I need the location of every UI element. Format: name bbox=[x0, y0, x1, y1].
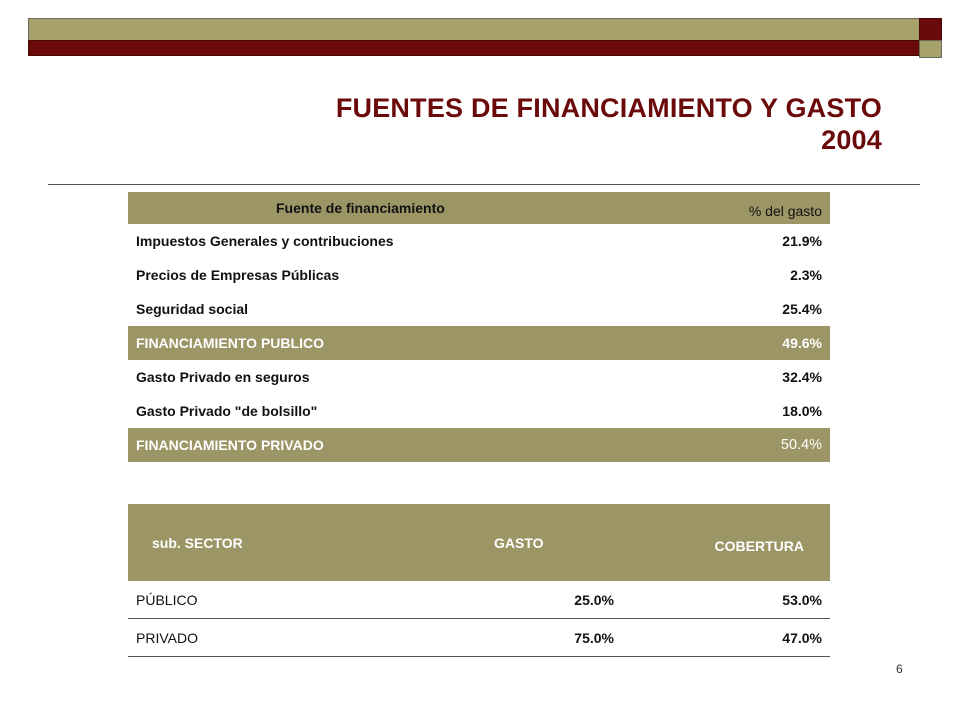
corner-maroon-block bbox=[919, 18, 942, 42]
private-total-label: FINANCIAMIENTO PRIVADO bbox=[128, 428, 679, 462]
row-label: Gasto Privado en seguros bbox=[128, 360, 679, 394]
page-number: 6 bbox=[896, 662, 903, 676]
corner-olive-block bbox=[919, 40, 942, 58]
slide-title bbox=[182, 92, 882, 156]
sector-gasto: 75.0% bbox=[352, 619, 622, 657]
table-row bbox=[128, 292, 830, 326]
table-row bbox=[128, 224, 830, 258]
table-row bbox=[128, 619, 830, 657]
public-total-row bbox=[128, 326, 830, 360]
top-maroon-bar bbox=[28, 40, 920, 56]
sector-cobertura: 47.0% bbox=[622, 619, 830, 657]
sector-name: PÚBLICO bbox=[128, 581, 352, 619]
header-sector: sub. SECTOR bbox=[152, 534, 243, 551]
private-total-row bbox=[128, 428, 830, 462]
table-row bbox=[128, 360, 830, 394]
private-total-value: 50.4% bbox=[679, 428, 830, 462]
sector-gasto: 25.0% bbox=[352, 581, 622, 619]
sector-table-header bbox=[128, 504, 830, 581]
header-source: Fuente de financiamiento bbox=[276, 200, 445, 216]
slide-title-line2: 2004 bbox=[821, 125, 882, 155]
financing-table bbox=[128, 192, 830, 462]
top-olive-bar bbox=[28, 18, 920, 42]
row-label: Seguridad social bbox=[128, 292, 679, 326]
row-value: 25.4% bbox=[679, 292, 830, 326]
slide-title-line1: FUENTES DE FINANCIAMIENTO Y GASTO bbox=[335, 93, 882, 123]
row-value: 32.4% bbox=[679, 360, 830, 394]
title-divider bbox=[48, 184, 920, 185]
public-total-label: FINANCIAMIENTO PUBLICO bbox=[128, 326, 679, 360]
row-label: Precios de Empresas Públicas bbox=[128, 258, 679, 292]
row-value: 21.9% bbox=[679, 224, 830, 258]
sector-name: PRIVADO bbox=[128, 619, 352, 657]
table-row bbox=[128, 581, 830, 619]
header-gasto: GASTO bbox=[494, 534, 544, 551]
row-label: Impuestos Generales y contribuciones bbox=[128, 224, 679, 258]
sector-cobertura: 53.0% bbox=[622, 581, 830, 619]
header-percent: % del gasto bbox=[748, 203, 822, 219]
table-row bbox=[128, 258, 830, 292]
table-row bbox=[128, 394, 830, 428]
header-cobertura: COBERTURA bbox=[714, 537, 804, 554]
row-value: 18.0% bbox=[679, 394, 830, 428]
public-total-value: 49.6% bbox=[679, 326, 830, 360]
row-value: 2.3% bbox=[679, 258, 830, 292]
financing-table-header bbox=[128, 192, 830, 224]
row-label: Gasto Privado "de bolsillo" bbox=[128, 394, 679, 428]
sector-table bbox=[128, 504, 830, 657]
